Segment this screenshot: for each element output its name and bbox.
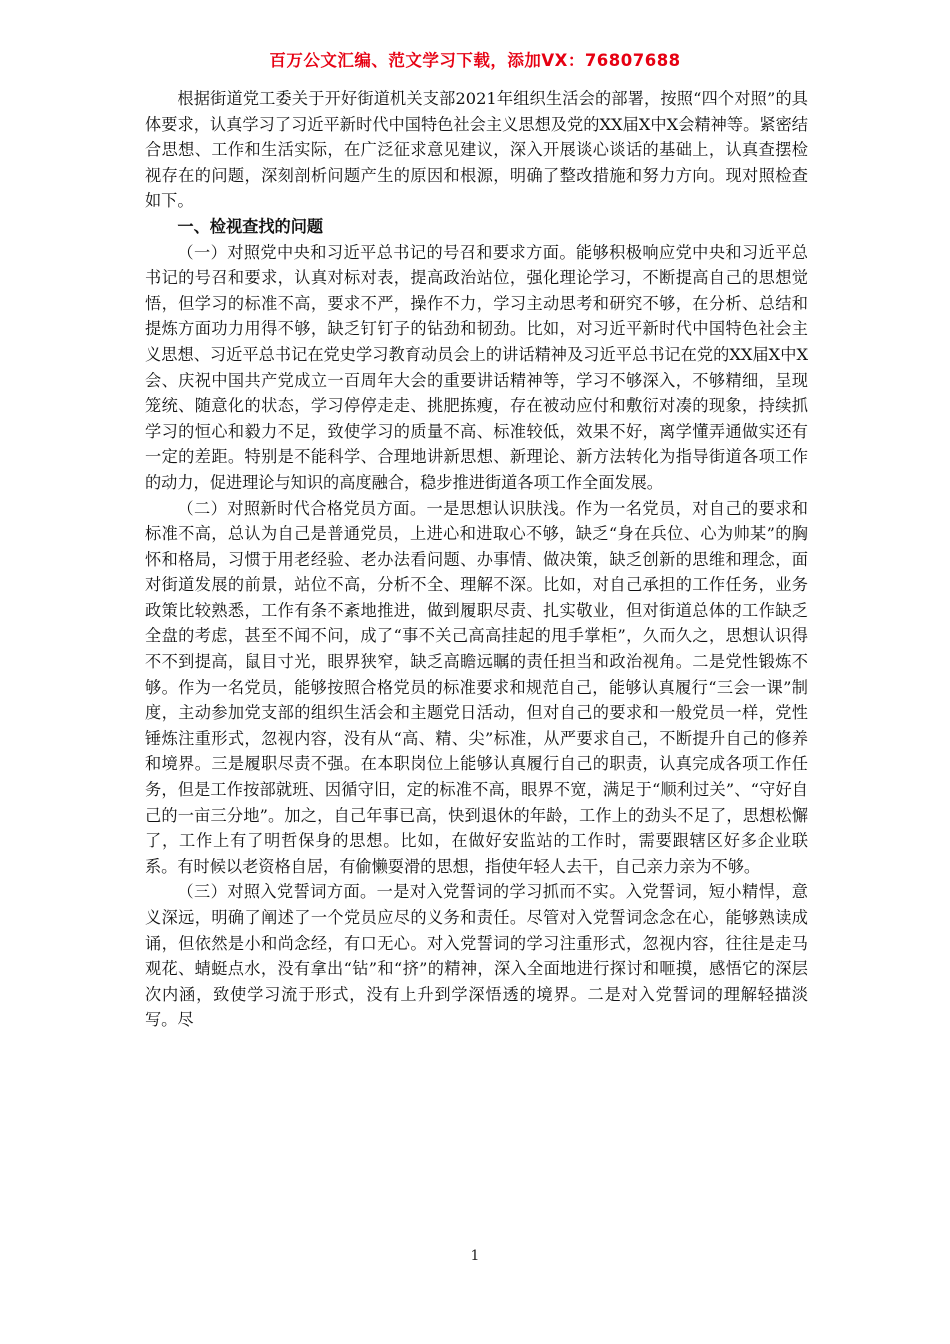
paragraph-3: （三）对照入党誓词方面。一是对入党誓词的学习抓而不实。入党誓词，短小精悍，意义深远，明确了阐述了一个党员应尽的义务和责任。尽管对入党誓词念念在心，能够熟读成诵，但依然是小和尚念经，有口无心。对入党誓词的学习注重形式，忽视内容，往往是走马观花、蜻蜓点水，没有拿出“钻”和“挤”的精神，深入全面地进行探讨和咂摸，感悟它的深层次内涵，致使学习流于形式，没有上升到学深悟透的境界。二是对入党誓词的理解轻描淡写。尽 <box>145 882 808 1030</box>
document-body <box>145 86 808 1033</box>
intro-paragraph: 根据街道党工委关于开好街道机关支部2021年组织生活会的部署，按照“四个对照”的具体要求，认真学习了习近平新时代中国特色社会主义思想及党的XX届X中X会精神等。紧密结合思想、工作和生活实际，在广泛征求意见建议，深入开展谈心谈话的基础上，认真查摆检视存在的问题，深刻剖析问题产生的原因和根源，明确了整改措施和努力方向。现对照检查如下。 <box>145 89 808 211</box>
page-number: 1 <box>470 1248 480 1264</box>
header-banner: 百万公文汇编、范文学习下载，添加VX：76807688 <box>269 51 681 70</box>
paragraph-2: （二）对照新时代合格党员方面。一是思想认识肤浅。作为一名党员，对自己的要求和标准不高，总认为自己是普通党员，上进心和进取心不够，缺乏“身在兵位、心为帅某”的胸怀和格局，习惯于用老经验、老办法看问题、办事情、做决策，缺乏创新的思维和理念，面对街道发展的前景，站位不高，分析不全、理解不深。比如，对自己承担的工作任务，业务政策比较熟悉，工作有条不紊地推进，做到履职尽责、扎实敬业，但对街道总体的工作缺乏全盘的考虑，甚至不闻不问，成了“事不关己高高挂起的甩手掌柜”，久而久之，思想认识得不不到提高，鼠目寸光，眼界狭窄，缺乏高瞻远瞩的责任担当和政治视角。二是党性锻炼不够。作为一名党员，能够按照合格党员的标准要求和规范自己，能够认真履行“三会一课”制度，主动参加党支部的组织生活会和主题党日活动，但对自己的要求和一般党员一样，党性锤炼注重形式，忽视内容，没有从“高、精、尖”标准，从严要求自己，不断提升自己的修养和境界。三是履职尽责不强。在本职岗位上能够认真履行自己的职责，认真完成各项工作任务，但是工作按部就班、因循守旧，定的标准不高，眼界不宽，满足于“顺利过关”、“守好自己的一亩三分地”。加之，自己年事已高，快到退休的年龄，工作上的劲头不足了，思想松懈了，工作上有了明哲保身的思想。比如，在做好安监站的工作时，需要跟辖区好多企业联系。有时候以老资格自居，有偷懒耍滑的思想，指使年轻人去干，自己亲力亲为不够。 <box>145 498 808 876</box>
paragraph-1: （一）对照党中央和习近平总书记的号召和要求方面。能够积极响应党中央和习近平总书记的号召和要求，认真对标对表，提高政治站位，强化理论学习，不断提高自己的思想觉悟，但学习的标准不高，要求不严，操作不力，学习主动思考和研究不够，在分析、总结和提炼方面功力用得不够，缺乏钉钉子的钻劲和韧劲。比如，对习近平新时代中国特色社会主义思想、习近平总书记在党史学习教育动员会上的讲话精神及习近平总书记在党的XX届X中X会、庆祝中国共产党成立一百周年大会的重要讲话精神等，学习不够深入，不够精细，呈现笼统、随意化的状态，学习停停走走、挑肥拣瘦，存在被动应付和敷衍对凑的现象，持续抓学习的恒心和毅力不足，致使学习的质量不高、标准较低，效果不好，离学懂弄通做实还有一定的差距。特别是不能科学、合理地讲新思想、新理论、新方法转化为指导街道各项工作的动力，促进理论与知识的高度融合，稳步推进街道各项工作全面发展。 <box>145 242 808 492</box>
section-heading: 一、检视查找的问题 <box>177 216 324 236</box>
